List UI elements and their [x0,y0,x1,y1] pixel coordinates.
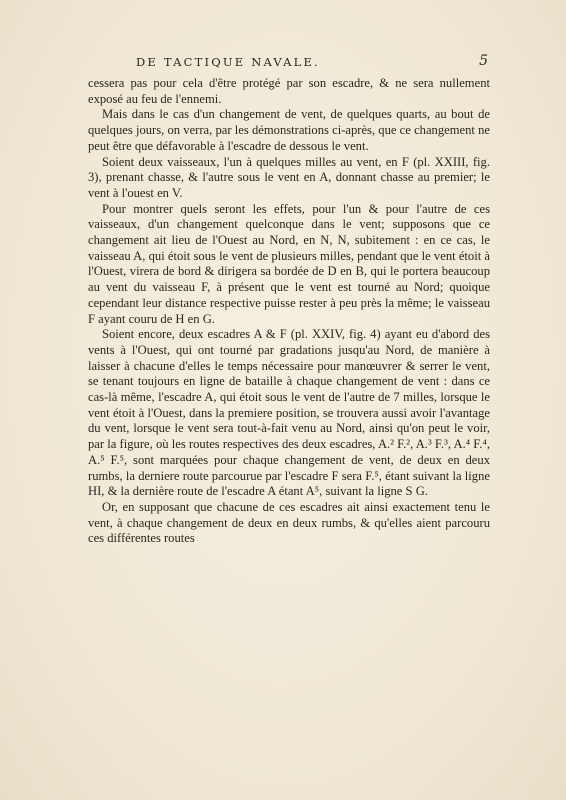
body-text [88,76,490,547]
page-header [88,55,488,75]
paragraph-6: Or, en supposant que chacune de ces escadres ait ainsi exactement tenu le vent, à chaque changement de deux en deux rumbs, & qu'elles aient parcouru ces différentes routes [88,499,490,546]
paragraph-3: Soient deux vaisseaux, l'un à quelques milles au vent, en F (pl. XXIII, fig. 3), prenant chasse, & l'autre sous le vent en A, donnant chasse au premier; le vent à l'ouest en V. [88,154,490,200]
paragraph-4: Pour montrer quels seront les effets, pour l'un & pour l'autre de ces vaisseaux, d'un changement quelconque dans le vent; supposons que ce changement ait lieu de l'Ouest au Nord, en N, N, subitement : en ce cas, le vaisseau A, qui étoit sous le vent de plusieurs milles, pendant que le vent étoit à l'Ouest, virera de bord & dirigera sa bordée de D en B, qui le portera beaucoup au vent du vaisseau F, à présent que le vent est tourné au Nord; quoique cependant leur distance respective puisse rester à peu près la même; le vaisseau F ayant couru de H en G. [88,201,490,326]
paragraph-1: cessera pas pour cela d'être protégé par son escadre, & ne sera nullement exposé au feu de l'ennemi. [88,76,490,106]
running-head: DE TACTIQUE NAVALE. [136,55,320,69]
paragraph-2: Mais dans le cas d'un changement de vent, de quelques quarts, au bout de quelques jours, on verra, par les démonstrations ci-après, que ce changement ne peut être que défavorable à l'escadre de dessous le vent. [88,107,490,153]
page-number: 5 [479,53,488,69]
paragraph-5: Soient encore, deux escadres A & F (pl. XXIV, fig. 4) ayant eu d'abord des vents à l'Ouest, qui ont tourné par gradations jusqu'au Nord, de manière à laisser à chacune d'elles le temps nécessaire pour manœuvrer & serrer le vent, se tenant toujours en ligne de bataille à chaque changement de vent : dans ce cas-là même, l'escadre A, qui étoit sous le vent de l'autre de 7 milles, lorsque le vent étoit à l'Ouest, dans la premiere position, se trouvera aussi avoir l'avantage du vent, lorsque le vent sera tout-à-fait venu au Nord, ainsi qu'on peut le voir, par la figure, où les routes respectives des deux escadres, A.² F.², A.³ F.³, A.⁴ F.⁴, A.⁵ F.⁵, sont marquées pour chaque changement de vent, de deux en deux rumbs, la derniere route parcourue par l'escadre F sera F.⁵, étant suivant la ligne HI, & la dernière route de l'escadre A étant A⁵, suivant la ligne S G. [88,327,490,499]
